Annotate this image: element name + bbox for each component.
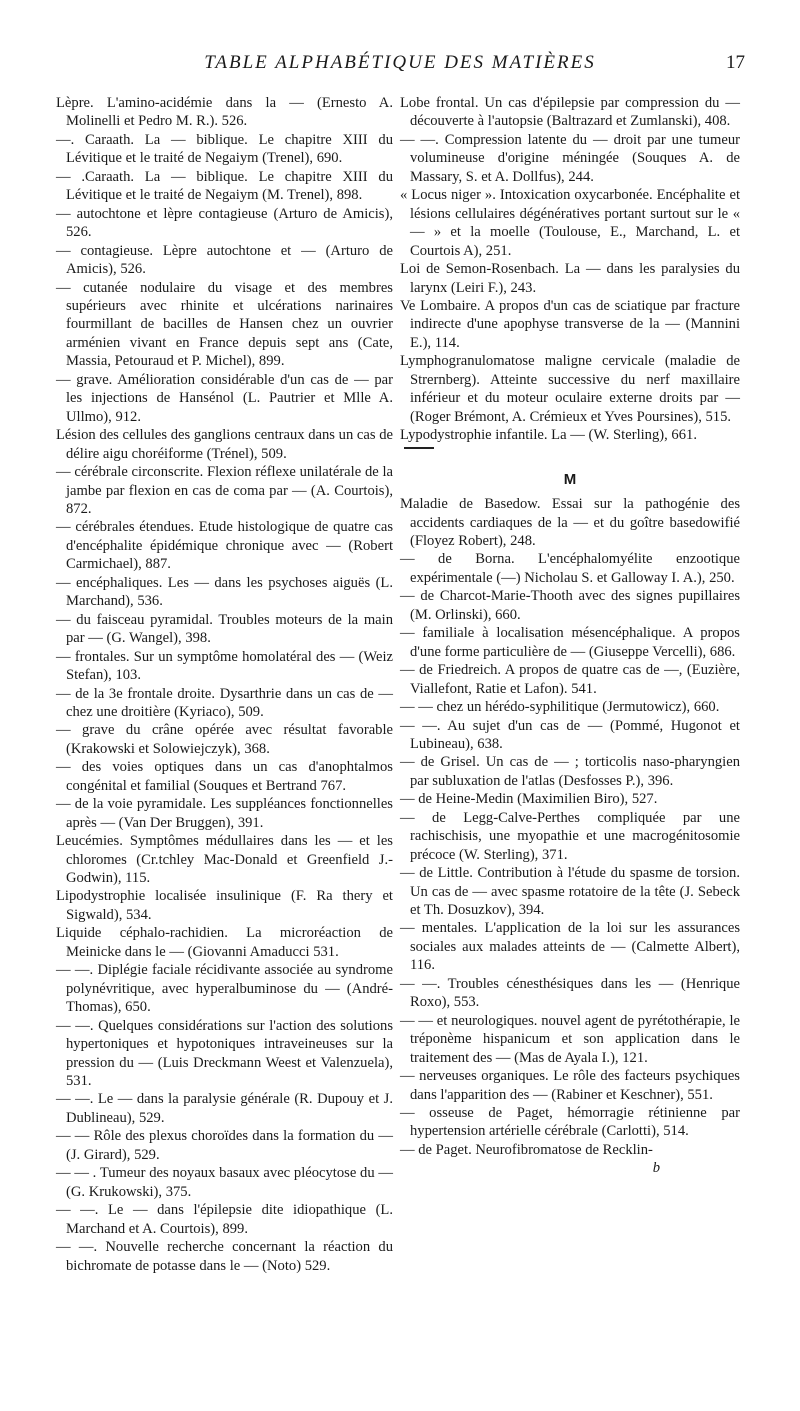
right-column xyxy=(400,94,740,1178)
index-entry: — —. Troubles cénesthésiques dans les — (Henrique Roxo), 553. xyxy=(400,975,740,1011)
page-title: TABLE ALPHABÉTIQUE DES MATIÈRES xyxy=(204,52,596,73)
index-entry: — contagieuse. Lèpre autochtone et — (Arturo de Amicis), 526. xyxy=(56,242,393,278)
index-entry: « Locus niger ». Intoxication oxycarbonée. Encéphalite et lésions cellulaires dégénératives portant surtout sur le « — » et la moelle (Toulouse, E., Marchand, L. et Courtois A), 251. xyxy=(400,187,740,259)
page-number: 17 xyxy=(726,52,745,73)
section-divider xyxy=(404,447,434,449)
index-entry: — cérébrales étendues. Etude histologique de quatre cas d'encéphalite épidémique chronique avec — (Robert Carmichael), 887. xyxy=(56,519,393,573)
section-letter-m: M xyxy=(563,470,577,488)
index-entry: Lipodystrophie localisée insulinique (F. Ra thery et Sigwald), 534. xyxy=(56,888,393,923)
index-entry: Lypodystrophie infantile. La — (W. Sterling), 661. xyxy=(400,427,697,444)
index-entry: Lésion des cellules des ganglions centraux dans un cas de délire aigu choréiforme (Trénel), 509. xyxy=(56,427,393,462)
index-entry: — —. Diplégie faciale récidivante associée au syndrome polynévritique, avec hyperalbuminose du — (André-Thomas), 650. xyxy=(56,962,393,1016)
index-entry: — de Charcot-Marie-Thooth avec des signes pupillaires (M. Orlinski), 660. xyxy=(400,588,740,623)
index-entry: — de Borna. L'encéphalomyélite enzootique expérimentale (—) Nicholau S. et Galloway I. A.), 250. xyxy=(400,551,740,586)
index-entry: Loi de Semon-Rosenbach. La — dans les paralysies du larynx (Leiri F.), 243. xyxy=(400,261,740,296)
index-entry: — .Caraath. La — biblique. Le chapitre XIII du Lévitique et le traité de Negaiym (M. Trenel), 898. xyxy=(56,168,393,204)
index-entry: — —. Nouvelle recherche concernant la réaction du bichromate de potasse dans le — (Noto) 529. xyxy=(56,1239,393,1274)
index-entry: — grave. Amélioration considérable d'un cas de — par les injections de Hansénol (L. Pautrier et Mlle A. Ullmo), 912. xyxy=(56,371,393,425)
index-entry: — de la 3e frontale droite. Dysarthrie dans un cas de — chez une droitière (Kyriaco), 509. xyxy=(56,685,393,720)
index-entry: — — Rôle des plexus choroïdes dans la formation du — (J. Girard), 529. xyxy=(56,1128,393,1163)
index-entry: — grave du crâne opérée avec résultat favorable (Krakowski et Solowiejczyk), 368. xyxy=(56,722,393,757)
index-entry: — —. Le — dans la paralysie générale (R. Dupouy et J. Dublineau), 529. xyxy=(56,1091,393,1126)
index-entry: — de la voie pyramidale. Les suppléances fonctionnelles après — (Van Der Bruggen), 391. xyxy=(56,796,393,831)
index-entry: — — chez un hérédo-syphilitique (Jermutowicz), 660. xyxy=(400,699,720,716)
index-entry: — osseuse de Paget, hémorragie rétinienne par hypertension artérielle cérébrale (Carlotti), 514. xyxy=(400,1105,740,1140)
index-entry: — du faisceau pyramidal. Troubles moteurs de la main par — (G. Wangel), 398. xyxy=(56,611,393,647)
index-entry: — — et neurologiques. nouvel agent de pyrétothérapie, le tréponème hispanicum et son application dans le traitement des — (Mas de Ayala I.), 121. xyxy=(400,1012,740,1066)
right-column-m-entries xyxy=(400,495,740,1159)
index-entry: Leucémies. Symptômes médullaires dans les — et les chloromes (Cr.tchley Mac-Donald et Greenfield J.-Godwin), 115. xyxy=(56,833,393,887)
index-entry: — autochtone et lèpre contagieuse (Arturo de Amicis), 526. xyxy=(56,205,393,241)
page-header xyxy=(0,52,800,82)
index-entry: — de Friedreich. A propos de quatre cas de —, (Euzière, Viallefont, Ratie et Lafon). 541. xyxy=(400,662,740,697)
left-column xyxy=(56,94,393,1275)
index-entry: Lymphogranulomatose maligne cervicale (maladie de Strernberg). Atteinte successive du nerf maxillaire inférieur et du moteur oculaire externe droits par — (Roger Brémont, A. Crémieux et Yves Poursines), 515. xyxy=(400,353,740,425)
index-entry: — de Legg-Calve-Perthes compliquée par une rachischisis, une myopathie et une macrogénitosomie précoce (W. Sterling), 371. xyxy=(400,809,740,863)
index-entry: Ve Lombaire. A propos d'un cas de sciatique par fracture indirecte d'une apophyse transverse de la — (Mannini E.), 114. xyxy=(400,297,740,351)
index-entry: — encéphaliques. Les — dans les psychoses aiguës (L. Marchand), 536. xyxy=(56,574,393,610)
index-entry: — cérébrale circonscrite. Flexion réflexe unilatérale de la jambe par flexion en cas de coma par — (A. Courtois), 872. xyxy=(56,464,393,517)
index-entry: — — . Tumeur des noyaux basaux avec pléocytose du — (G. Krukowski), 375. xyxy=(56,1165,393,1200)
index-entry: — de Little. Contribution à l'étude du spasme de torsion. Un cas de — avec spasme rotatoire de la tête (J. Sebeck et Th. Dosuzkov), 394. xyxy=(400,865,740,919)
index-entry: Liquide céphalo-rachidien. La microréaction de Meinicke dans le — (Giovanni Amaducci 531. xyxy=(56,925,393,960)
index-entry: — —. Quelques considérations sur l'action des solutions hypertoniques et hypotoniques intraveineuses sur la pression du — (Luis Dreckmann Weest et Valenzuela), 531. xyxy=(56,1017,393,1090)
index-entry: Lobe frontal. Un cas d'épilepsie par compression du — découverte à l'autopsie (Baltrazard et Zumlanski), 408. xyxy=(400,95,740,130)
index-entry: — cutanée nodulaire du visage et des membres supérieurs avec rhinite et ulcérations narinaires fourmillant de bacilles de Hansen chez un ouvrier arménien vivant en France depuis sept ans (Cate, Massia, Petouraud et P. Michel), 899. xyxy=(56,279,393,370)
index-entry: — —. Compression latente du — droit par une tumeur volumineuse d'origine méningée (Souques A. de Massary, S. et A. Dollfus), 244. xyxy=(400,131,740,185)
index-entry: — des voies optiques dans un cas d'anophtalmos congénital et familial (Souques et Bertrand 767. xyxy=(56,759,393,794)
index-entry: — frontales. Sur un symptôme homolatéral des — (Weiz Stefan), 103. xyxy=(56,648,393,684)
index-entry: — mentales. L'application de la loi sur les assurances sociales aux malades atteints de — (Calmette Albert), 116. xyxy=(400,920,740,974)
index-entry: — nerveuses organiques. Le rôle des facteurs psychiques dans l'apparition des — (Rabiner et Keschner), 551. xyxy=(400,1068,740,1103)
index-entry: — de Grisel. Un cas de — ; torticolis naso-pharyngien par subluxation de l'atlas (Desfosses P.), 396. xyxy=(400,754,740,789)
index-entry: — de Paget. Neurofibromatose de Recklin- xyxy=(400,1141,653,1158)
index-entry: — —. Au sujet d'un cas de — (Pommé, Hugonot et Lubineau), 638. xyxy=(400,717,740,752)
index-entry: — —. Le — dans l'épilepsie dite idiopathique (L. Marchand et A. Courtois), 899. xyxy=(56,1202,393,1237)
index-entry: Lèpre. L'amino-acidémie dans la — (Ernesto A. Molinelli et Pedro M. R.). 526. xyxy=(56,95,393,130)
index-entry: — de Heine-Medin (Maximilien Biro), 527. xyxy=(400,791,658,808)
index-entry: — familiale à localisation mésencéphalique. A propos d'une forme particulière de — (Giuseppe Vercelli), 686. xyxy=(400,625,740,660)
footer-letter: b xyxy=(652,1160,660,1177)
right-column-l-entries xyxy=(400,94,740,445)
index-entry: Maladie de Basedow. Essai sur la pathogénie des accidents cardiaques de la — et du goître basedowifié (Floyez Robert), 248. xyxy=(400,496,740,549)
index-entry: —. Caraath. La — biblique. Le chapitre XIII du Lévitique et le traité de Negaiym (Trenel), 690. xyxy=(56,131,393,167)
